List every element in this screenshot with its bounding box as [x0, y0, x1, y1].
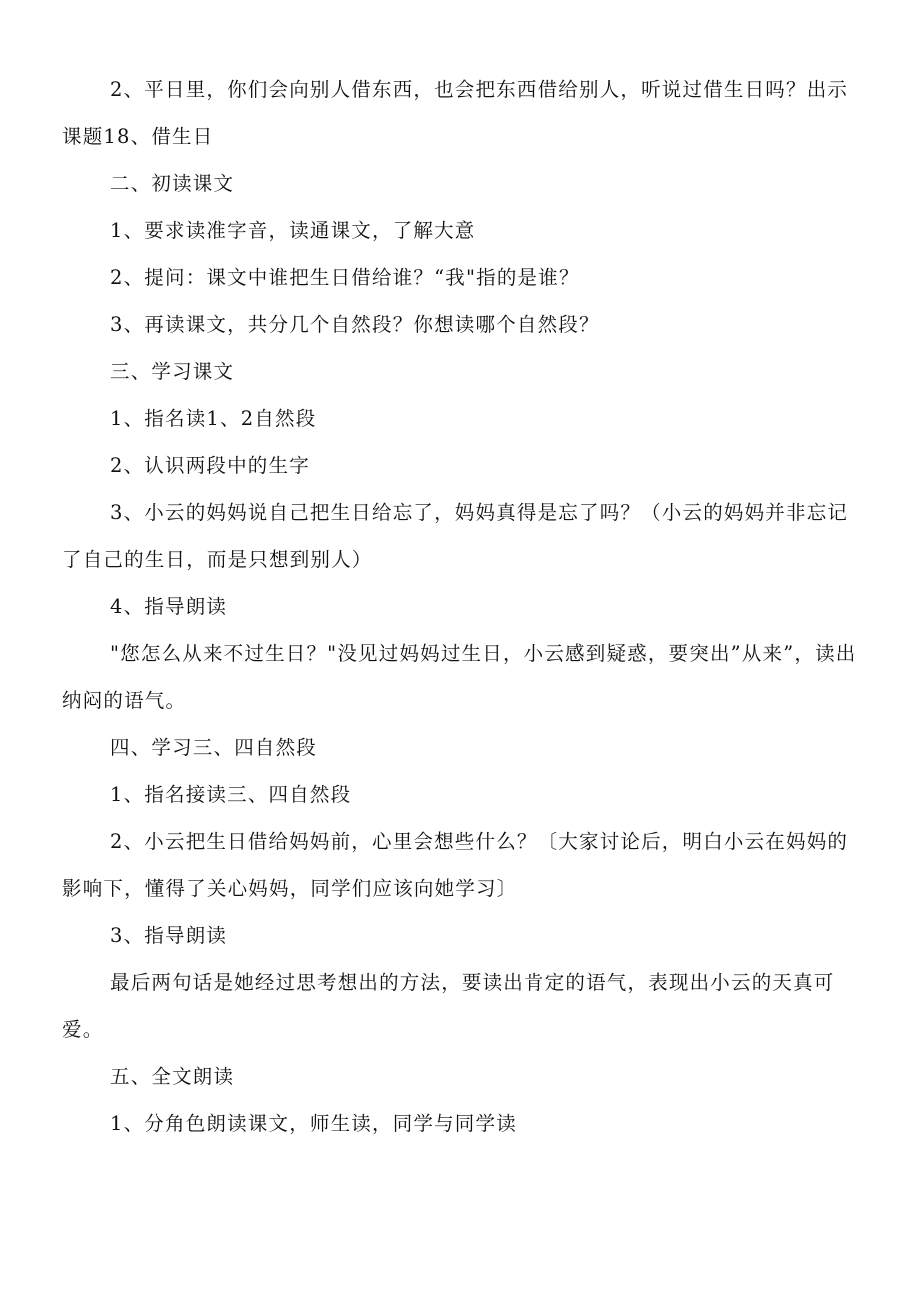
list-item: 1、指名接读三、四自然段 — [110, 783, 352, 806]
section-heading: 二、初读课文 — [110, 172, 235, 195]
list-item: 4、指导朗读 — [110, 595, 228, 618]
list-item: 3、再读课文，共分几个自然段？你想读哪个自然段？ — [110, 313, 600, 336]
list-item: 3、指导朗读 — [110, 924, 228, 947]
list-item: 1、指名读1、2自然段 — [110, 407, 317, 430]
list-item: 1、要求读准字音，读通课文，了解大意 — [110, 219, 476, 242]
paragraph: 最后两句话是她经过思考想出的方法，要读出肯定的语气，表现出小云的天真可爱。 — [62, 971, 835, 1041]
section-heading: 五、全文朗读 — [110, 1065, 235, 1088]
list-item: 2、提问：课文中谁把生日借给谁？“我"指的是谁？ — [110, 266, 580, 289]
section-heading: 三、学习课文 — [110, 360, 235, 383]
list-item: 3、小云的妈妈说自己把生日给忘了，妈妈真得是忘了吗？（小云的妈妈并非忘记了自己的生日，而是只想到别人） — [62, 501, 849, 571]
section-heading: 四、学习三、四自然段 — [110, 736, 318, 759]
paragraph: "您怎么从来不过生日？"没见过妈妈过生日，小云感到疑惑，要突出”从来”，读出纳闷的语气。 — [62, 642, 857, 712]
document-body — [62, 66, 862, 1147]
list-item: 1、分角色朗读课文，师生读，同学与同学读 — [110, 1112, 517, 1135]
paragraph: 2、平日里，你们会向别人借东西，也会把东西借给别人，听说过借生日吗？出示课题18、借生日 — [62, 78, 849, 148]
list-item: 2、认识两段中的生字 — [110, 454, 310, 477]
list-item: 2、小云把生日借给妈妈前，心里会想些什么？〔大家讨论后，明白小云在妈妈的影响下，懂得了关心妈妈，同学们应该向她学习〕 — [62, 830, 849, 900]
